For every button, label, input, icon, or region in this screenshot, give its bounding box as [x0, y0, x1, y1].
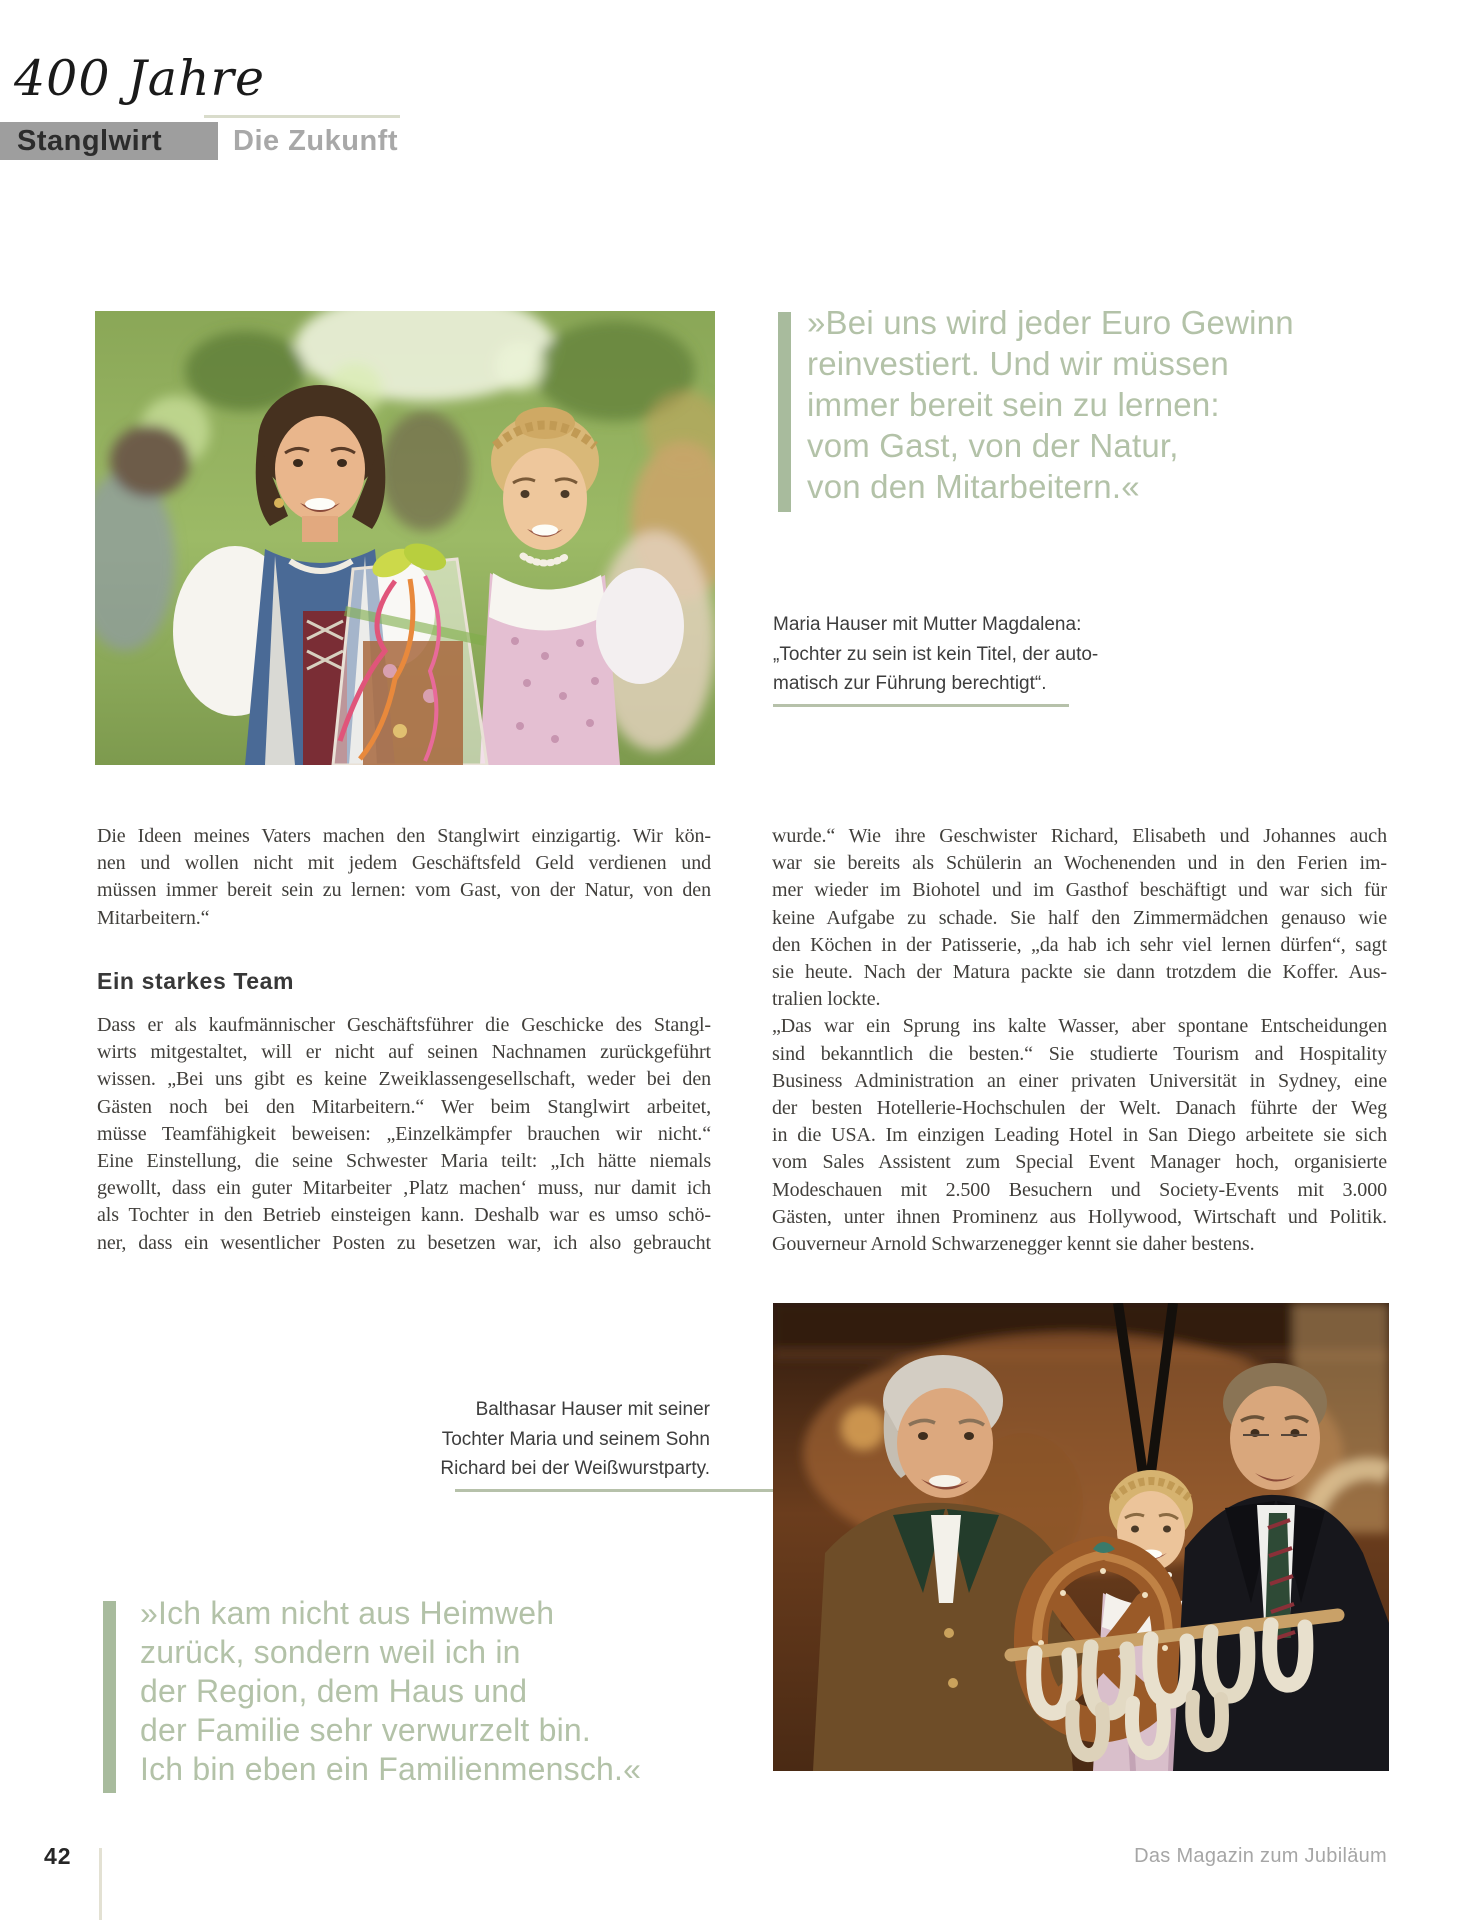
- body-line: Mitarbeitern.“: [97, 906, 210, 929]
- quote-line: von den Mitarbeitern.«: [807, 468, 1140, 505]
- body-line: Business Administration an einer privaten Universität in Sydney, eine: [772, 1069, 1387, 1092]
- caption-line: Richard bei der Weißwurstparty.: [440, 1458, 710, 1479]
- body-line: Dass er als kaufmännischer Geschäftsführer die Geschicke des Stangl-: [97, 1014, 711, 1036]
- photo-maria-magdalena: [95, 311, 715, 765]
- article-right-column: [772, 823, 1387, 1258]
- quote-line: der Familie sehr verwurzelt bin.: [140, 1712, 591, 1748]
- footer-divider: [99, 1848, 102, 1920]
- logo-400-jahre: 400 Jahre: [14, 50, 265, 107]
- caption-rule-mid: [455, 1489, 774, 1492]
- caption-rule-top: [773, 704, 1069, 707]
- body-line: tralien lockte.: [772, 988, 881, 1011]
- quote-line: immer bereit sein zu lernen:: [807, 386, 1220, 423]
- caption-top: [773, 610, 1103, 699]
- section-title: Die Zukunft: [233, 125, 398, 157]
- quote-line: reinvestiert. Und wir müssen: [807, 345, 1229, 382]
- logo-box-label: Stanglwirt: [17, 125, 163, 157]
- body-line: den Köchen in der Patisserie, „da hab ich sehr viel lernen dürfen“, sagt: [772, 933, 1387, 956]
- body-line: mer wieder im Biohotel und im Gasthof beschäftigt und war sich für: [772, 879, 1387, 902]
- article-left-para2: [97, 1012, 711, 1257]
- quote-line: zurück, sondern weil ich in: [140, 1634, 521, 1670]
- body-line: Gouverneur Arnold Schwarzenegger kennt sie daher bestens.: [772, 1233, 1255, 1256]
- caption-mid: [370, 1395, 710, 1484]
- body-line: müssen immer bereit sein zu lernen: vom Gast, von der Natur, von den: [97, 879, 711, 902]
- body-line: wirts mitgestaltet, will er nicht auf seinen Nachnamen zurückgeführt: [97, 1041, 711, 1064]
- article-left-para1: [97, 823, 711, 932]
- body-line: Gästen, unter ihnen Prominenz aus Hollywood, Wirtschaft und Politik.: [772, 1205, 1387, 1228]
- caption-line: Tochter Maria und seinem Sohn: [441, 1428, 710, 1450]
- pull-quote-bottom: [140, 1594, 700, 1789]
- body-line: Die Ideen meines Vaters machen den Stanglwirt einzigartig. Wir kön-: [97, 825, 711, 847]
- subheading-ein-starkes-team: Ein starkes Team: [97, 968, 295, 994]
- body-line: war sie bereits als Schülerin an Wochenenden und in den Ferien im-: [772, 852, 1387, 875]
- quote-line: »Ich kam nicht aus Heimweh: [140, 1595, 555, 1631]
- body-line: müsse Teamfähigkeit beweisen: „Einzelkämpfer brauchen wir nicht.“: [97, 1122, 711, 1145]
- quote-line: Ich bin eben ein Familienmensch.«: [140, 1751, 642, 1787]
- body-line: keine Aufgabe zu schade. Sie half den Zimmermädchen genauso wie: [772, 906, 1387, 929]
- body-line: nen und wollen nicht mit jedem Geschäftsfeld Geld verdienen und: [97, 852, 711, 875]
- logo-box-stanglwirt: [0, 122, 218, 160]
- body-line: sie heute. Nach der Matura packte sie dann trotzdem die Koffer. Aus-: [772, 961, 1387, 984]
- body-line: gewollt, dass ein guter Mitarbeiter ‚Platz machen‘ muss, nur damit ich: [97, 1177, 711, 1200]
- caption-line: Maria Hauser mit Mutter Magdalena:: [773, 614, 1082, 635]
- quote-line: vom Gast, von der Natur,: [807, 427, 1179, 464]
- footer-magazine-title: Das Magazin zum Jubiläum: [1134, 1845, 1387, 1867]
- body-line: sind bekanntlich die besten.“ Sie studierte Tourism and Hospitality: [772, 1042, 1387, 1065]
- photo-weisswurstparty: [773, 1303, 1389, 1771]
- body-line: wissen. „Bei uns gibt es keine Zweiklassengesellschaft, weder bei den: [97, 1068, 711, 1091]
- body-line: Gästen noch bei den Mitarbeitern.“ Wer beim Stanglwirt arbeitet,: [97, 1095, 711, 1118]
- body-line: der besten Hotellerie-Hochschulen der Welt. Danach führte der Weg: [772, 1097, 1387, 1120]
- body-line: wurde.“ Wie ihre Geschwister Richard, Elisabeth und Johannes auch: [772, 825, 1387, 847]
- body-line: in die USA. Im einzigen Leading Hotel in San Diego arbeitete sie sich: [772, 1124, 1387, 1147]
- body-line: Eine Einstellung, die seine Schwester Maria teilt: „Ich hätte niemals: [97, 1150, 711, 1173]
- quote-line: der Region, dem Haus und: [140, 1673, 528, 1709]
- caption-line: matisch zur Führung berechtigt“.: [773, 673, 1047, 694]
- quote-bar: [778, 312, 791, 512]
- caption-line: „Tochter zu sein ist kein Titel, der auto-: [773, 643, 1099, 665]
- page-number: 42: [44, 1843, 72, 1869]
- body-line: als Tochter in den Betrieb einsteigen kann. Deshalb war es umso schö-: [97, 1204, 711, 1227]
- quote-bar: [103, 1601, 116, 1793]
- header-rule: [204, 115, 400, 118]
- caption-line: Balthasar Hauser mit seiner: [475, 1399, 710, 1420]
- body-line: ner, dass ein wesentlicher Posten zu besetzen war, ich also gebraucht: [97, 1231, 711, 1254]
- pull-quote-top: [807, 302, 1367, 507]
- body-line: Modeschauen mit 2.500 Besuchern und Society-Events mit 3.000: [772, 1178, 1387, 1201]
- quote-line: »Bei uns wird jeder Euro Gewinn: [807, 304, 1294, 341]
- body-line: vom Sales Assistent zum Special Event Manager hoch, organisierte: [772, 1151, 1387, 1174]
- body-line: „Das war ein Sprung ins kalte Wasser, aber spontane Entscheidungen: [772, 1015, 1387, 1038]
